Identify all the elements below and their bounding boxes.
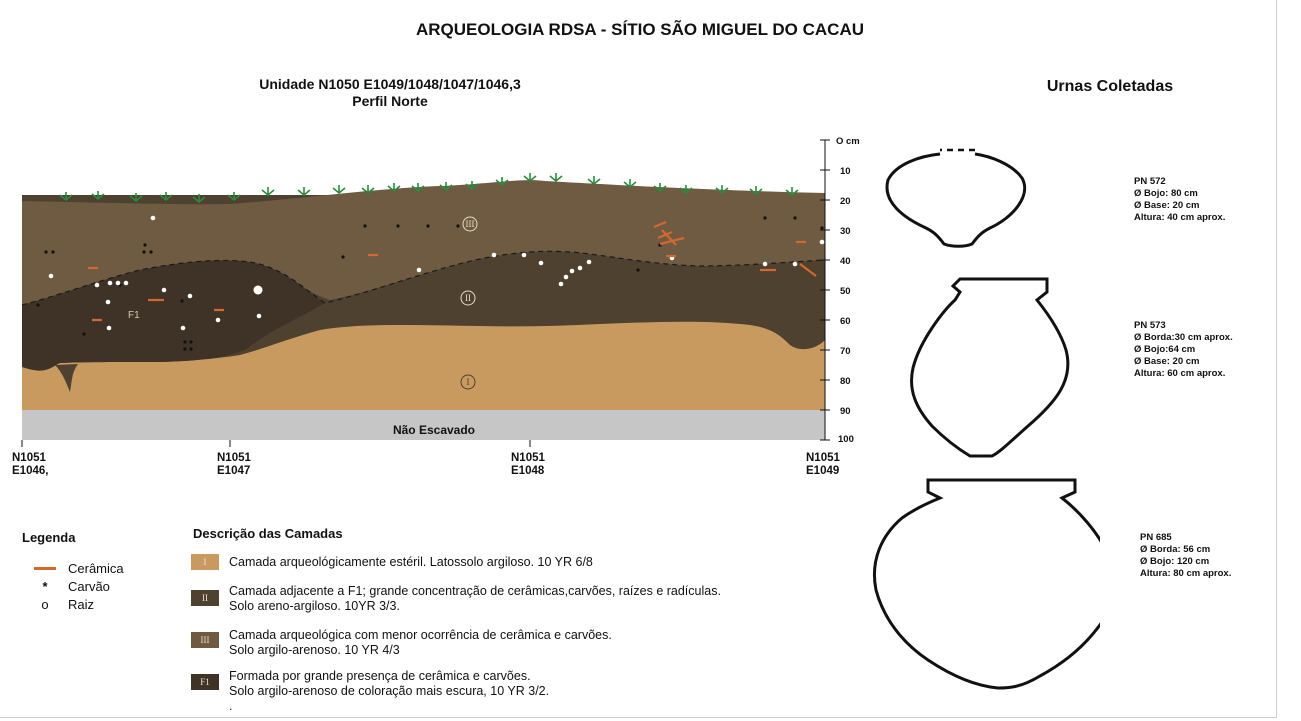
urn-detail: Ø Base: 20 cm — [1134, 356, 1200, 367]
x-label-e: E1046, — [12, 465, 49, 477]
x-label-n: N1051 — [806, 452, 840, 464]
unexcavated-label: Não Escavado — [392, 423, 476, 437]
raiz-symbol: o — [41, 596, 49, 612]
x-label-n: N1051 — [511, 452, 545, 464]
depth-tick-label: 10 — [840, 166, 851, 177]
depth-tick-label: O cm — [836, 136, 860, 147]
ceramica-swatch — [34, 567, 56, 570]
layers-title: Descrição das Camadas — [193, 526, 343, 541]
legend-item-raiz — [34, 595, 174, 613]
depth-tick-label: 100 — [838, 434, 854, 445]
depth-tick-label: 60 — [840, 316, 851, 327]
layer-desc-II — [229, 584, 721, 614]
legend-label: Raiz — [68, 596, 95, 612]
urn-detail: Altura: 60 cm aprox. — [1134, 368, 1226, 379]
x-label-e1049 — [806, 452, 840, 478]
depth-scale-labels — [836, 136, 860, 445]
urn-detail: Ø Bojo: 120 cm — [1140, 556, 1210, 567]
trailing-mark: . — [229, 699, 233, 713]
profile-view-label: Perfil Norte — [352, 93, 428, 109]
legend-label: Carvão — [68, 578, 110, 594]
legend-title: Legenda — [22, 530, 76, 545]
depth-tick-label: 90 — [840, 406, 851, 417]
profile-unit-label: Unidade N1050 E1049/1048/1047/1046,3 — [259, 76, 521, 92]
layer-label-III: III — [465, 219, 475, 229]
x-label-n: N1051 — [12, 452, 46, 464]
urn-detail: Altura: 80 cm aprox. — [1140, 568, 1232, 579]
urn-id: PN 685 — [1140, 532, 1172, 543]
layer-desc-line: Solo argilo-arenoso. 10 YR 4/3 — [229, 643, 400, 657]
layer-swatch-II: II — [191, 590, 219, 606]
layer-desc-line: Camada arqueológicamente estéril. Latossolo argiloso. 10 YR 6/8 — [229, 555, 593, 569]
urn-id: PN 573 — [1134, 320, 1166, 331]
layer-desc-F1 — [229, 669, 549, 699]
main-title: ARQUEOLOGIA RDSA - SÍTIO SÃO MIGUEL DO CACAU — [416, 20, 864, 39]
x-label-e: E1049 — [806, 465, 840, 477]
legend-item-ceramica — [34, 559, 174, 577]
depth-tick-label: 80 — [840, 376, 851, 387]
layer-label-II: II — [465, 293, 471, 303]
x-label-e: E1048 — [511, 465, 545, 477]
depth-tick-label: 40 — [840, 256, 851, 267]
urn-id: PN 572 — [1134, 176, 1166, 187]
soil-profile — [0, 0, 900, 460]
layer-desc-line: Solo argilo-arenoso de coloração mais escura, 10 YR 3/2. — [229, 684, 550, 698]
x-label-e1048 — [511, 452, 545, 478]
x-label-n: N1051 — [217, 452, 251, 464]
urn-detail: Ø Borda: 56 cm — [1140, 544, 1211, 555]
layer-label-I: I — [466, 377, 470, 387]
x-label-e1047 — [217, 452, 251, 478]
legend-item-carvao — [34, 577, 174, 595]
urn-detail: Ø Bojo:64 cm — [1134, 344, 1196, 355]
depth-tick-label: 50 — [840, 286, 851, 297]
urn-detail: Altura: 40 cm aprox. — [1134, 212, 1226, 223]
x-label-e: E1047 — [217, 465, 251, 477]
urn-pn685-outline — [874, 480, 1100, 688]
feature-label-F1: F1 — [128, 310, 140, 321]
urn-pn572-outline — [887, 154, 1025, 246]
urn-detail: Ø Borda:30 cm aprox. — [1134, 332, 1233, 343]
layer-desc-line: Solo areno-argiloso. 10YR 3/3. — [229, 599, 400, 613]
layer-swatch-I: I — [191, 554, 219, 570]
layer-desc-I — [229, 555, 593, 570]
urn-info-pn572 — [1134, 176, 1225, 224]
layer-swatch-F1: F1 — [191, 674, 219, 690]
x-label-e1046 — [12, 452, 48, 478]
depth-tick-label: 70 — [840, 346, 851, 357]
depth-tick-label: 30 — [840, 226, 851, 237]
urns-drawing — [860, 140, 1100, 700]
carvao-symbol: * — [42, 578, 48, 594]
layer-desc-line: Formada por grande presença de cerâmica e carvões. — [229, 669, 531, 683]
urn-detail: Ø Base: 20 cm — [1134, 200, 1200, 211]
layer-desc-line: Camada arqueológica com menor ocorrência de cerâmica e carvões. — [229, 628, 612, 642]
layer-swatch-III: III — [191, 632, 219, 648]
legend-label: Cerâmica — [68, 560, 124, 576]
urn-info-pn573 — [1134, 320, 1233, 380]
urn-detail: Ø Bojo: 80 cm — [1134, 188, 1198, 199]
urns-title: Urnas Coletadas — [1046, 78, 1174, 95]
layer-desc-line: Camada adjacente a F1; grande concentração de cerâmicas,carvões, raízes e radículas. — [229, 584, 721, 598]
urn-pn573-outline — [912, 279, 1068, 456]
legend — [34, 559, 174, 613]
urn-info-pn685 — [1140, 532, 1231, 580]
layer-desc-III — [229, 628, 612, 658]
depth-tick-label: 20 — [840, 196, 851, 207]
